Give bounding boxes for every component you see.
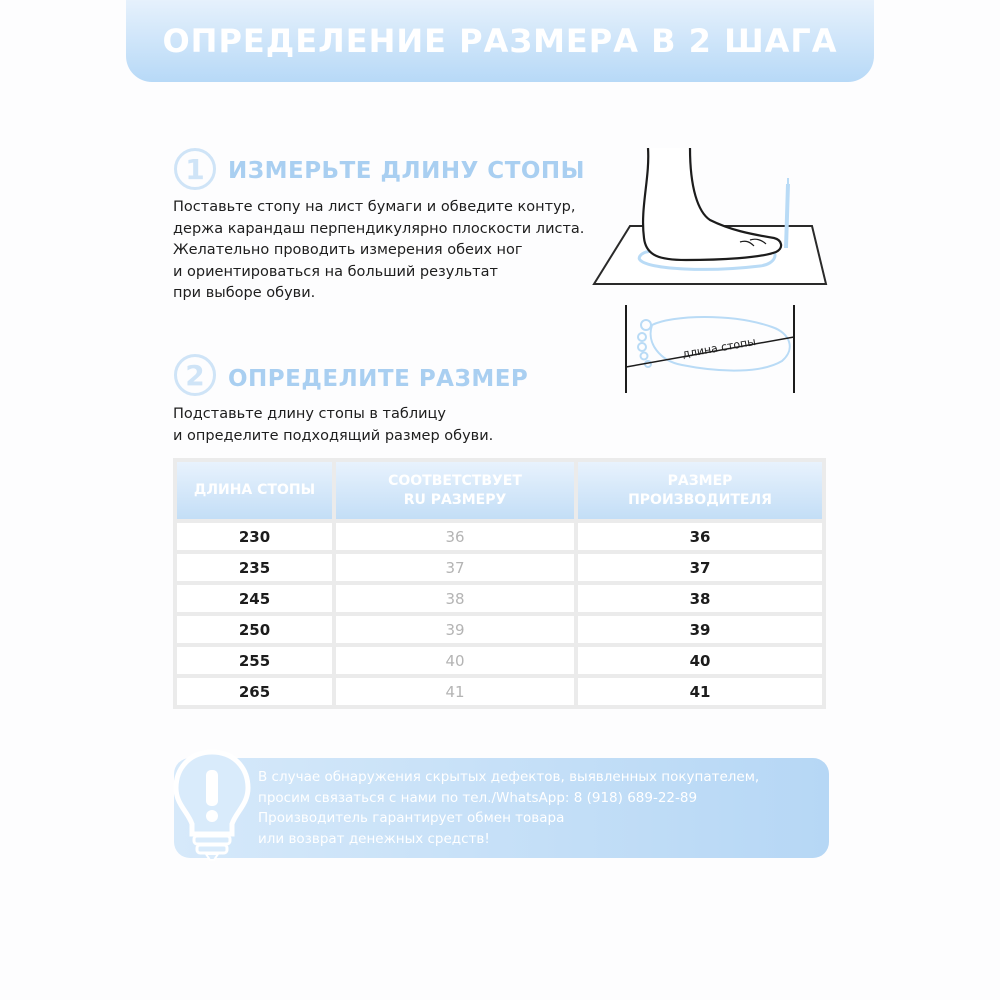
notice-line: В случае обнаружения скрытых дефектов, выявленных покупателем, [258,769,760,785]
ru-size-cell: 37 [336,554,574,581]
step-1-number: 1 [174,148,216,190]
step-1-line: при выборе обуви. [173,285,316,301]
lightbulb-icon [172,748,252,864]
maker-size-cell: 37 [578,554,822,581]
step-1-heading: ИЗМЕРЬТЕ ДЛИНУ СТОПЫ [228,158,586,184]
maker-size-cell: 40 [578,647,822,674]
ru-size-cell: 38 [336,585,574,612]
step-1-text [173,197,584,305]
step-1-line: и ориентироваться на больший результат [173,263,498,280]
exclamation-icon [206,770,218,806]
table-header-row [177,462,822,519]
ru-size-cell: 39 [336,616,574,643]
foot-icon [643,148,781,260]
table-row [177,616,822,643]
ru-size-cell: 41 [336,678,574,705]
step-2-line: Подставьте длину стопы в таблицу [173,406,446,422]
diagram-label: длина стопы [681,335,757,361]
size-table [173,458,826,709]
header-ru-size: СООТВЕТСТВУЕТ RU РАЗМЕРУ [336,462,574,519]
foot-length-cell: 255 [177,647,332,674]
table-row [177,585,822,612]
step-1-line: Поставьте стопу на лист бумаги и обведите контур, [173,199,576,215]
notice-line: или возврат денежных средств! [258,830,490,847]
step-2-line: и определите подходящий размер обуви. [173,427,494,444]
header-foot-length: ДЛИНА СТОПЫ [177,462,332,519]
foot-length-cell: 265 [177,678,332,705]
maker-size-cell: 41 [578,678,822,705]
maker-size-cell: 36 [578,523,822,550]
step-2-text [173,404,493,447]
notice-line: Производитель гарантирует обмен товара [258,810,565,826]
maker-size-cell: 38 [578,585,822,612]
ru-size-cell: 40 [336,647,574,674]
maker-size-cell: 39 [578,616,822,643]
step-1-line: Желательно проводить измерения обеих ног [173,242,523,258]
step-2-number: 2 [174,354,216,396]
footprint-measure-illustration [612,303,802,395]
table-row [177,523,822,550]
foot-length-cell: 230 [177,523,332,550]
foot-length-cell: 235 [177,554,332,581]
header-maker-size: РАЗМЕР ПРОИЗВОДИТЕЛЯ [578,462,822,519]
step-2-heading: ОПРЕДЕЛИТЕ РАЗМЕР [228,366,529,392]
step-1-line: держа карандаш перпендикулярно плоскости листа. [173,220,585,237]
table-row [177,678,822,705]
foot-on-paper-illustration [590,148,830,288]
notice-text [258,767,828,849]
notice-line: просим связаться с нами по тел./WhatsApp: 8 (918) 689-22-89 [258,789,698,806]
table-row [177,647,822,674]
page-title: ОПРЕДЕЛЕНИЕ РАЗМЕРА В 2 ШАГА [162,22,838,60]
header-banner [126,0,874,82]
table-row [177,554,822,581]
ru-size-cell: 36 [336,523,574,550]
foot-length-cell: 250 [177,616,332,643]
pencil-icon [786,184,788,248]
foot-length-cell: 245 [177,585,332,612]
